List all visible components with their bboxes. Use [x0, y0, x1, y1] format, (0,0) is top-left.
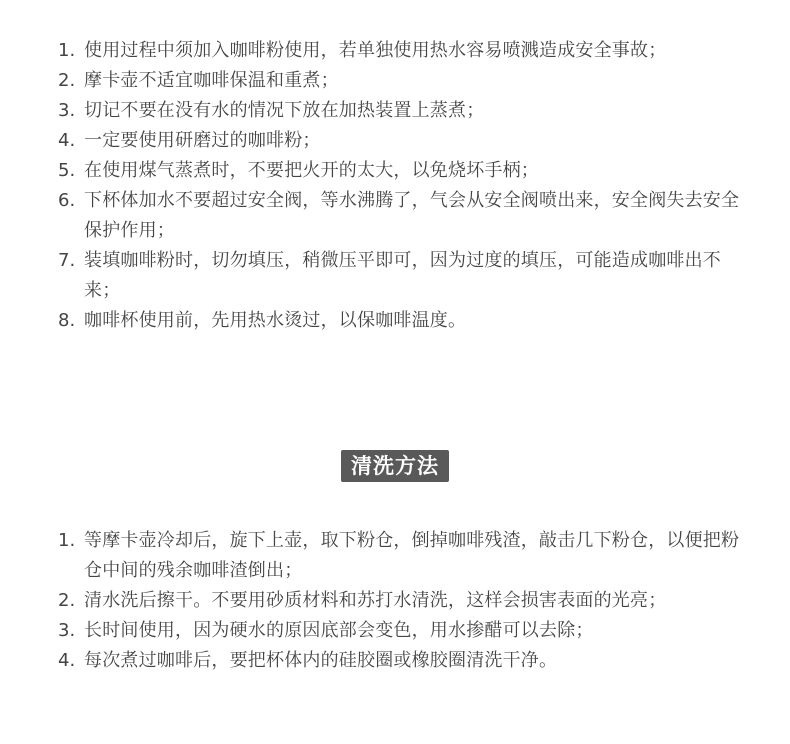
item-text: 切记不要在没有水的情况下放在加热装置上蒸煮； — [84, 100, 485, 121]
list-item — [58, 306, 748, 336]
list-item — [58, 36, 748, 66]
section-heading-cleaning: 清洗方法 — [341, 450, 449, 482]
list-item — [58, 246, 748, 306]
item-number: 2. — [58, 590, 76, 611]
list-item — [58, 526, 748, 586]
list-item — [58, 186, 748, 246]
list-item — [58, 96, 748, 126]
list-item — [58, 616, 748, 646]
item-text: 长时间使用，因为硬水的原因底部会变色，用水掺醋可以去除； — [84, 620, 594, 641]
item-text: 装填咖啡粉时，切勿填压，稍微压平即可，因为过度的填压，可能造成咖啡出不来； — [84, 250, 721, 301]
item-text: 每次煮过咖啡后，要把杯体内的硅胶圈或橡胶圈清洗干净。 — [84, 650, 558, 671]
item-number: 4. — [58, 130, 76, 151]
list-item — [58, 126, 748, 156]
item-number: 8. — [58, 310, 76, 331]
item-number: 1. — [58, 40, 76, 61]
item-text: 一定要使用研磨过的咖啡粉； — [84, 130, 321, 151]
list-item — [58, 66, 748, 96]
item-text: 等摩卡壶冷却后，旋下上壶，取下粉仓，倒掉咖啡残渣，敲击几下粉仓，以便把粉仓中间的残余咖啡渣倒出； — [84, 530, 740, 581]
list-item — [58, 646, 748, 676]
list-item — [58, 156, 748, 186]
item-text: 使用过程中须加入咖啡粉使用，若单独使用热水容易喷溅造成安全事故； — [84, 40, 667, 61]
item-number: 5. — [58, 160, 76, 181]
cleaning-heading-wrap — [0, 450, 790, 482]
item-number: 2. — [58, 70, 76, 91]
cleaning-list — [58, 526, 748, 676]
item-text: 下杯体加水不要超过安全阀，等水沸腾了，气会从安全阀喷出来，安全阀失去安全保护作用； — [84, 190, 740, 241]
item-text: 咖啡杯使用前，先用热水烫过，以保咖啡温度。 — [84, 310, 467, 331]
item-text: 在使用煤气蒸煮时，不要把火开的太大，以免烧坏手柄； — [84, 160, 539, 181]
item-number: 7. — [58, 250, 76, 271]
item-number: 3. — [58, 100, 76, 121]
usage-notes-list — [58, 36, 748, 336]
item-number: 1. — [58, 530, 76, 551]
item-number: 6. — [58, 190, 76, 211]
item-text: 摩卡壶不适宜咖啡保温和重煮； — [84, 70, 339, 91]
item-text: 清水洗后擦干。不要用砂质材料和苏打水清洗，这样会损害表面的光亮； — [84, 590, 667, 611]
item-number: 4. — [58, 650, 76, 671]
list-item — [58, 586, 748, 616]
item-number: 3. — [58, 620, 76, 641]
